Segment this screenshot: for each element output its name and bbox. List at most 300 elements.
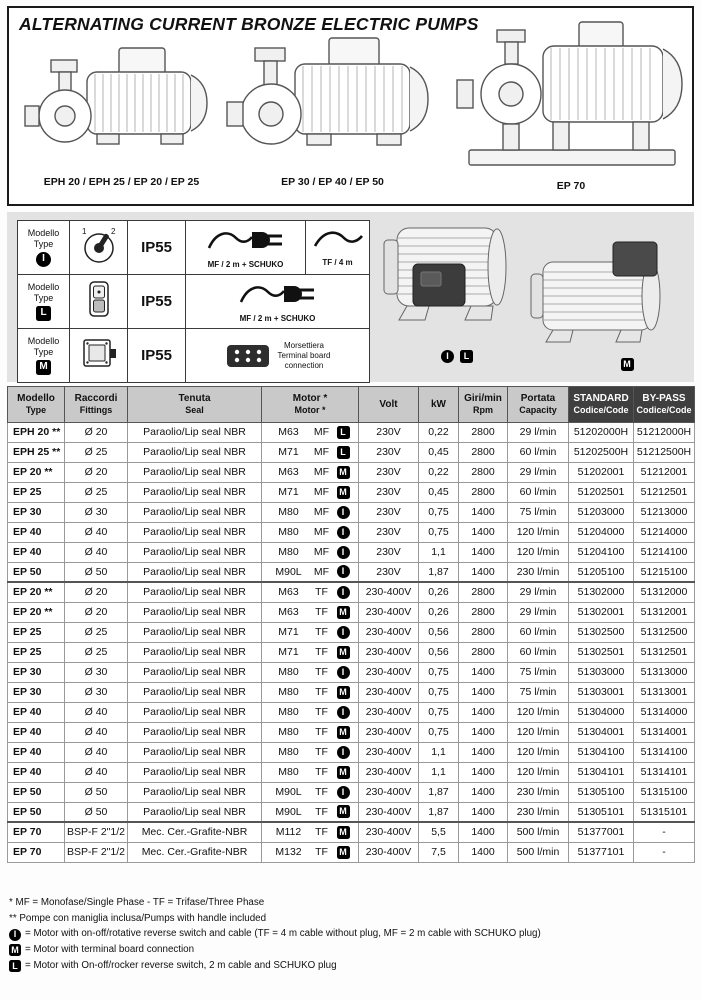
terminal-board-cell: Morsettiera Terminal board connection — [186, 329, 370, 383]
fitting-cell: Ø 20 — [65, 462, 128, 482]
table-row — [8, 442, 695, 462]
volt-cell: 230-400V — [359, 602, 419, 622]
standard-code-cell: 51303000 — [569, 662, 634, 682]
fitting-cell: Ø 40 — [65, 722, 128, 742]
motor-cell: M71 MF M — [262, 482, 359, 502]
seal-cell: Paraolio/Lip seal NBR — [128, 482, 262, 502]
volt-cell: 230-400V — [359, 782, 419, 802]
model-cell: EP 25 — [8, 622, 65, 642]
caption-small-models: EPH 20 / EPH 25 / EP 20 / EP 25 — [43, 176, 200, 188]
standard-code-cell: 51302500 — [569, 622, 634, 642]
bypass-code-cell: 51212001 — [634, 462, 695, 482]
fitting-cell: Ø 50 — [65, 802, 128, 822]
standard-code-cell: 51302501 — [569, 642, 634, 662]
fitting-cell: Ø 40 — [65, 542, 128, 562]
ip-rating: IP55 — [128, 221, 186, 275]
motor-type-m-badge: M — [337, 646, 350, 659]
rpm-cell: 1400 — [459, 802, 508, 822]
rpm-cell: 1400 — [459, 502, 508, 522]
motor-cell: M63 MF M — [262, 462, 359, 482]
model-cell: EP 20 ** — [8, 602, 65, 622]
table-row — [8, 622, 695, 642]
plain-cable-cell: TF / 4 m — [306, 221, 370, 275]
standard-code-cell: 51305100 — [569, 782, 634, 802]
motor-type-i-badge: I — [337, 666, 350, 679]
capacity-cell: 60 l/min — [508, 482, 569, 502]
rpm-cell: 1400 — [459, 722, 508, 742]
bypass-code-cell: 51315100 — [634, 782, 695, 802]
kw-cell: 0,56 — [419, 622, 459, 642]
model-cell: EP 40 — [8, 762, 65, 782]
standard-code-cell: 51202001 — [569, 462, 634, 482]
fitting-cell: Ø 25 — [65, 442, 128, 462]
table-row — [8, 482, 695, 502]
model-cell: EP 70 — [8, 822, 65, 842]
seal-cell: Paraolio/Lip seal NBR — [128, 522, 262, 542]
motor-type-m-badge: M — [621, 358, 634, 371]
table-row — [8, 702, 695, 722]
capacity-cell: 120 l/min — [508, 722, 569, 742]
volt-cell: 230V — [359, 442, 419, 462]
footnote-handle: ** Pompe con maniglia inclusa/Pumps with handle included — [9, 912, 267, 924]
bypass-code-cell: 51314001 — [634, 722, 695, 742]
bypass-code-cell: 51212500H — [634, 442, 695, 462]
kw-cell: 1,1 — [419, 542, 459, 562]
ip-rating: IP55 — [128, 275, 186, 329]
standard-code-cell: 51302000 — [569, 582, 634, 602]
table-row — [8, 662, 695, 682]
pump-illustration-large — [451, 18, 693, 181]
capacity-cell: 29 l/min — [508, 582, 569, 602]
fitting-cell: Ø 30 — [65, 662, 128, 682]
volt-cell: 230-400V — [359, 622, 419, 642]
motor-cell: M80 MF I — [262, 542, 359, 562]
capacity-cell: 500 l/min — [508, 822, 569, 842]
motor-type-i-badge: I — [337, 546, 350, 559]
motor-cell: M71 MF L — [262, 442, 359, 462]
plug-cable-cell-i: MF / 2 m + SCHUKO — [186, 221, 306, 275]
pump-illustration-small — [23, 46, 221, 173]
table-row — [8, 502, 695, 522]
kw-cell: 0,45 — [419, 482, 459, 502]
capacity-cell: 60 l/min — [508, 622, 569, 642]
kw-cell: 0,75 — [419, 662, 459, 682]
bypass-code-cell: 51213000 — [634, 502, 695, 522]
kw-cell: 0,56 — [419, 642, 459, 662]
volt-cell: 230V — [359, 562, 419, 582]
kw-cell: 1,87 — [419, 802, 459, 822]
capacity-cell: 60 l/min — [508, 642, 569, 662]
caption-medium-models: EP 30 / EP 40 / EP 50 — [281, 176, 384, 188]
bypass-code-cell: - — [634, 842, 695, 862]
volt-cell: 230V — [359, 542, 419, 562]
kw-cell: 1,1 — [419, 762, 459, 782]
seal-cell: Paraolio/Lip seal NBR — [128, 802, 262, 822]
motor-type-i-badge: I — [337, 746, 350, 759]
motor-type-m-badge: M — [337, 805, 350, 818]
motor-cell: M63 TF M — [262, 602, 359, 622]
bypass-code-cell: 51314101 — [634, 762, 695, 782]
seal-cell: Paraolio/Lip seal NBR — [128, 582, 262, 602]
motor-cell: M80 TF M — [262, 722, 359, 742]
fitting-cell: Ø 20 — [65, 422, 128, 442]
motor-cell: M80 TF I — [262, 702, 359, 722]
motor-type-m-badge: M — [337, 826, 350, 839]
model-cell: EPH 25 ** — [8, 442, 65, 462]
type-label-cell: Modello Type L — [18, 275, 70, 329]
table-row — [8, 602, 695, 622]
kw-cell: 7,5 — [419, 842, 459, 862]
volt-cell: 230-400V — [359, 822, 419, 842]
type-label-cell: Modello Type I — [18, 221, 70, 275]
rpm-cell: 2800 — [459, 462, 508, 482]
table-row — [8, 642, 695, 662]
bypass-code-cell: 51312500 — [634, 622, 695, 642]
bypass-code-cell: 51312501 — [634, 642, 695, 662]
motor-type-i-badge: I — [337, 626, 350, 639]
svg-text:2: 2 — [110, 227, 115, 236]
standard-code-cell: 51204100 — [569, 542, 634, 562]
motor-cell: M132 TF M — [262, 842, 359, 862]
model-cell: EPH 20 ** — [8, 422, 65, 442]
capacity-cell: 75 l/min — [508, 662, 569, 682]
volt-cell: 230V — [359, 522, 419, 542]
motor-type-i-icon: I — [9, 929, 21, 941]
kw-cell: 0,22 — [419, 462, 459, 482]
volt-cell: 230V — [359, 502, 419, 522]
seal-cell: Paraolio/Lip seal NBR — [128, 742, 262, 762]
seal-cell: Paraolio/Lip seal NBR — [128, 622, 262, 642]
model-cell: EP 40 — [8, 522, 65, 542]
kw-cell: 1,87 — [419, 782, 459, 802]
capacity-cell: 230 l/min — [508, 782, 569, 802]
model-cell: EP 40 — [8, 542, 65, 562]
seal-cell: Paraolio/Lip seal NBR — [128, 642, 262, 662]
model-cell: EP 50 — [8, 562, 65, 582]
fitting-cell: Ø 25 — [65, 642, 128, 662]
fitting-cell: Ø 50 — [65, 782, 128, 802]
standard-code-cell: 51377101 — [569, 842, 634, 862]
volt-cell: 230V — [359, 482, 419, 502]
fitting-cell: Ø 30 — [65, 502, 128, 522]
motor-photo-terminal — [529, 240, 681, 363]
rocker-switch-icon — [70, 275, 128, 329]
motor-cell: M90L MF I — [262, 562, 359, 582]
motor-cell: M112 TF M — [262, 822, 359, 842]
model-cell: EP 40 — [8, 742, 65, 762]
volt-cell: 230V — [359, 462, 419, 482]
volt-cell: 230-400V — [359, 682, 419, 702]
kw-cell: 0,26 — [419, 602, 459, 622]
fitting-cell: Ø 40 — [65, 522, 128, 542]
standard-code-cell: 51205100 — [569, 562, 634, 582]
rpm-cell: 1400 — [459, 702, 508, 722]
kw-cell: 0,75 — [419, 502, 459, 522]
motor-cell: M80 TF M — [262, 762, 359, 782]
type-row-i — [18, 221, 370, 275]
standard-code-cell: 51305101 — [569, 802, 634, 822]
standard-code-cell: 51303001 — [569, 682, 634, 702]
motor-type-i-badge: I — [36, 252, 51, 267]
fitting-cell: Ø 40 — [65, 742, 128, 762]
footnote-motor-l: L = Motor with On-off/rocker reverse switch, 2 m cable and SCHUKO plug — [9, 960, 695, 972]
seal-cell: Paraolio/Lip seal NBR — [128, 422, 262, 442]
bypass-code-cell: 51313001 — [634, 682, 695, 702]
model-cell: EP 20 ** — [8, 582, 65, 602]
model-cell: EP 30 — [8, 662, 65, 682]
column-header-standard: STANDARD Codice/Code — [569, 387, 634, 423]
bypass-code-cell: 51314100 — [634, 742, 695, 762]
model-cell: EP 40 — [8, 702, 65, 722]
header-box — [7, 6, 694, 206]
motor-type-l-icon: L — [9, 960, 21, 972]
fitting-cell: Ø 50 — [65, 562, 128, 582]
table-row — [8, 422, 695, 442]
fitting-cell: Ø 40 — [65, 762, 128, 782]
fitting-cell: BSP-F 2"1/2 — [65, 842, 128, 862]
rpm-cell: 2800 — [459, 442, 508, 462]
caption-large-model: EP 70 — [556, 180, 586, 192]
standard-code-cell: 51304000 — [569, 702, 634, 722]
motor-cell: M71 TF M — [262, 642, 359, 662]
table-row — [8, 802, 695, 822]
bypass-code-cell: 51212501 — [634, 482, 695, 502]
motor-cell: M63 MF L — [262, 422, 359, 442]
rpm-cell: 1400 — [459, 522, 508, 542]
rpm-cell: 1400 — [459, 682, 508, 702]
seal-cell: Paraolio/Lip seal NBR — [128, 602, 262, 622]
motor-type-m-badge: M — [337, 486, 350, 499]
capacity-cell: 75 l/min — [508, 682, 569, 702]
standard-code-cell: 51304100 — [569, 742, 634, 762]
standard-code-cell: 51304001 — [569, 722, 634, 742]
seal-cell: Mec. Cer.-Grafite-NBR — [128, 822, 262, 842]
standard-code-cell: 51204000 — [569, 522, 634, 542]
motor-type-i-badge: I — [337, 786, 350, 799]
standard-code-cell: 51203000 — [569, 502, 634, 522]
seal-cell: Paraolio/Lip seal NBR — [128, 782, 262, 802]
pump-spec-table — [7, 386, 695, 863]
capacity-cell: 120 l/min — [508, 542, 569, 562]
kw-cell: 0,45 — [419, 442, 459, 462]
capacity-cell: 120 l/min — [508, 522, 569, 542]
table-row — [8, 822, 695, 842]
fitting-cell: Ø 25 — [65, 622, 128, 642]
kw-cell: 0,75 — [419, 522, 459, 542]
ip-rating: IP55 — [128, 329, 186, 383]
kw-cell: 1,87 — [419, 562, 459, 582]
seal-cell: Paraolio/Lip seal NBR — [128, 542, 262, 562]
seal-cell: Paraolio/Lip seal NBR — [128, 662, 262, 682]
rpm-cell: 2800 — [459, 602, 508, 622]
kw-cell: 0,75 — [419, 702, 459, 722]
fitting-cell: Ø 20 — [65, 602, 128, 622]
bypass-code-cell: - — [634, 822, 695, 842]
table-row — [8, 762, 695, 782]
table-row — [8, 842, 695, 862]
motor-type-m-badge: M — [337, 846, 350, 859]
page-title: ALTERNATING CURRENT BRONZE ELECTRIC PUMPS — [19, 14, 479, 34]
motor-cell: M80 TF I — [262, 662, 359, 682]
kw-cell: 5,5 — [419, 822, 459, 842]
column-header-tenuta: Tenuta Seal — [128, 387, 262, 423]
model-cell: EP 30 — [8, 502, 65, 522]
motor-type-m-badge: M — [337, 766, 350, 779]
bypass-code-cell: 51312001 — [634, 602, 695, 622]
cable-icon — [312, 228, 364, 252]
table-row — [8, 522, 695, 542]
volt-cell: 230-400V — [359, 722, 419, 742]
table-row — [8, 782, 695, 802]
table-row — [8, 582, 695, 602]
volt-cell: 230-400V — [359, 802, 419, 822]
footnote-phase: * MF = Monofase/Single Phase - TF = Trifase/Three Phase — [9, 897, 265, 908]
model-cell: EP 50 — [8, 782, 65, 802]
main-table-body — [8, 422, 695, 862]
seal-cell: Paraolio/Lip seal NBR — [128, 502, 262, 522]
rpm-cell: 1400 — [459, 822, 508, 842]
motor-type-i-badge: I — [337, 526, 350, 539]
motor-type-panel — [7, 212, 694, 382]
fitting-cell: Ø 20 — [65, 582, 128, 602]
rpm-cell: 2800 — [459, 422, 508, 442]
type-table — [17, 220, 370, 383]
motor-type-i-badge: I — [337, 586, 350, 599]
capacity-cell: 120 l/min — [508, 762, 569, 782]
motor-cell: M71 TF I — [262, 622, 359, 642]
motor-cell: M80 MF I — [262, 522, 359, 542]
capacity-cell: 29 l/min — [508, 602, 569, 622]
motor-cell: M90L TF I — [262, 782, 359, 802]
footnotes — [9, 897, 695, 976]
volt-cell: 230-400V — [359, 842, 419, 862]
rpm-cell: 1400 — [459, 762, 508, 782]
rpm-cell: 1400 — [459, 542, 508, 562]
kw-cell: 0,26 — [419, 582, 459, 602]
seal-cell: Paraolio/Lip seal NBR — [128, 442, 262, 462]
photo1-badges — [427, 350, 487, 363]
motor-type-m-badge: M — [337, 726, 350, 739]
bypass-code-cell: 51315101 — [634, 802, 695, 822]
bypass-code-cell: 51215100 — [634, 562, 695, 582]
volt-cell: 230-400V — [359, 702, 419, 722]
motor-photo-switch — [379, 220, 517, 351]
rpm-cell: 1400 — [459, 662, 508, 682]
plug-cable-cell-l: MF / 2 m + SCHUKO — [186, 275, 370, 329]
motor-type-i-badge: I — [441, 350, 454, 363]
motor-type-m-badge: M — [337, 686, 350, 699]
motor-type-l-badge: L — [36, 306, 51, 321]
motor-type-i-badge: I — [337, 506, 350, 519]
terminal-box-icon — [70, 329, 128, 383]
volt-cell: 230V — [359, 422, 419, 442]
table-row — [8, 722, 695, 742]
table-row — [8, 562, 695, 582]
seal-cell: Mec. Cer.-Grafite-NBR — [128, 842, 262, 862]
table-row — [8, 742, 695, 762]
motor-cell: M80 TF I — [262, 742, 359, 762]
standard-code-cell: 51304101 — [569, 762, 634, 782]
table-row — [8, 542, 695, 562]
seal-cell: Paraolio/Lip seal NBR — [128, 762, 262, 782]
rpm-cell: 1400 — [459, 742, 508, 762]
motor-type-m-icon: M — [9, 944, 21, 956]
motor-type-l-badge: L — [337, 426, 350, 439]
motor-type-m-badge: M — [337, 466, 350, 479]
seal-cell: Paraolio/Lip seal NBR — [128, 462, 262, 482]
table-row — [8, 682, 695, 702]
capacity-cell: 29 l/min — [508, 462, 569, 482]
capacity-cell: 29 l/min — [508, 422, 569, 442]
volt-cell: 230-400V — [359, 662, 419, 682]
fitting-cell: Ø 25 — [65, 482, 128, 502]
bypass-code-cell: 51314000 — [634, 702, 695, 722]
type-row-m — [18, 329, 370, 383]
standard-code-cell: 51377001 — [569, 822, 634, 842]
seal-cell: Paraolio/Lip seal NBR — [128, 682, 262, 702]
rpm-cell: 1400 — [459, 782, 508, 802]
model-cell: EP 20 ** — [8, 462, 65, 482]
motor-cell: M90L TF M — [262, 802, 359, 822]
column-header-portata: Portata Capacity — [508, 387, 569, 423]
volt-cell: 230-400V — [359, 642, 419, 662]
model-cell: EP 70 — [8, 842, 65, 862]
motor-type-l-badge: L — [337, 446, 350, 459]
seal-cell: Paraolio/Lip seal NBR — [128, 702, 262, 722]
model-cell: EP 30 — [8, 682, 65, 702]
table-row — [8, 462, 695, 482]
fitting-cell: Ø 40 — [65, 702, 128, 722]
fitting-cell: BSP-F 2"1/2 — [65, 822, 128, 842]
motor-type-l-badge: L — [460, 350, 473, 363]
motor-type-m-badge: M — [36, 360, 51, 375]
capacity-cell: 230 l/min — [508, 802, 569, 822]
type-row-l — [18, 275, 370, 329]
seal-cell: Paraolio/Lip seal NBR — [128, 722, 262, 742]
kw-cell: 0,75 — [419, 722, 459, 742]
model-cell: EP 25 — [8, 642, 65, 662]
footnote-motor-i: I = Motor with on-off/rotative reverse switch and cable (TF = 4 m cable without plug, MF = 2 m cable with SCHUKO plug) — [9, 928, 695, 940]
photo2-badges — [607, 358, 647, 371]
capacity-cell: 120 l/min — [508, 702, 569, 722]
model-cell: EP 40 — [8, 722, 65, 742]
column-header-modello: Modello Type — [8, 387, 65, 423]
schuko-plug-icon — [206, 226, 286, 254]
seal-cell: Paraolio/Lip seal NBR — [128, 562, 262, 582]
standard-code-cell: 51202501 — [569, 482, 634, 502]
svg-text:1: 1 — [81, 227, 86, 236]
rpm-cell: 2800 — [459, 482, 508, 502]
rpm-cell: 2800 — [459, 622, 508, 642]
motor-type-m-badge: M — [337, 606, 350, 619]
column-header-by-pass: BY-PASS Codice/Code — [634, 387, 695, 423]
kw-cell: 0,22 — [419, 422, 459, 442]
bypass-code-cell: 51214100 — [634, 542, 695, 562]
rpm-cell: 2800 — [459, 582, 508, 602]
rpm-cell: 1400 — [459, 562, 508, 582]
schuko-plug-icon — [238, 280, 318, 308]
capacity-cell: 60 l/min — [508, 442, 569, 462]
kw-cell: 1,1 — [419, 742, 459, 762]
rpm-cell: 1400 — [459, 842, 508, 862]
terminal-board-icon — [225, 342, 271, 370]
bypass-code-cell: 51212000H — [634, 422, 695, 442]
volt-cell: 230-400V — [359, 762, 419, 782]
motor-cell: M80 MF I — [262, 502, 359, 522]
model-cell: EP 50 — [8, 802, 65, 822]
column-header-motor: Motor * Motor * — [262, 387, 359, 423]
standard-code-cell: 51202500H — [569, 442, 634, 462]
